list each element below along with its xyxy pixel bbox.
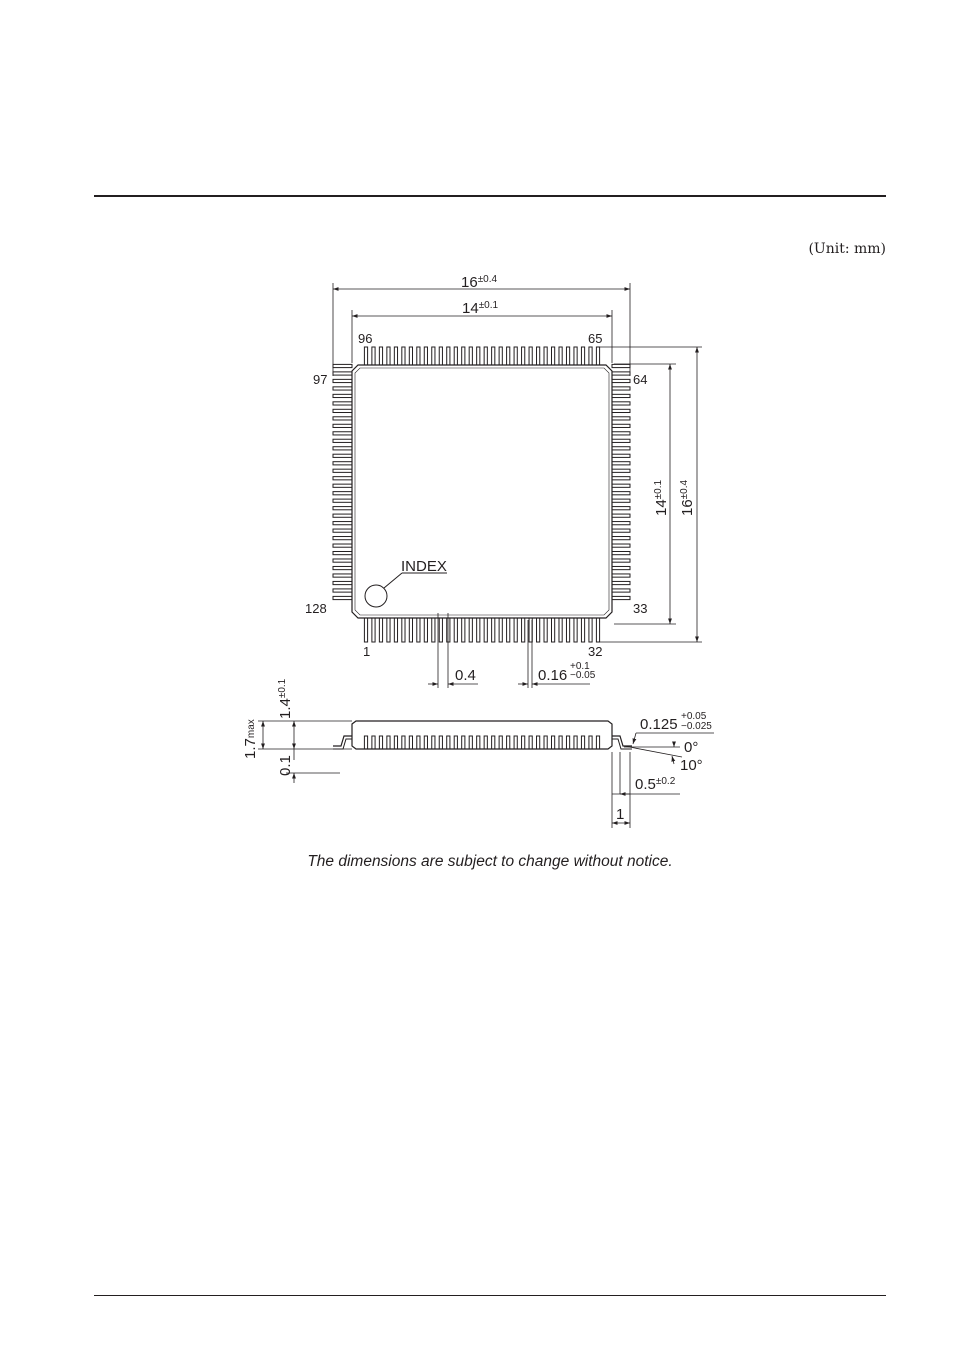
pin-lead <box>544 347 547 365</box>
pin-lead <box>333 372 352 375</box>
pins-right <box>612 364 630 599</box>
pin-lead <box>566 618 569 642</box>
pin-lead <box>581 347 584 365</box>
pin-lead <box>402 618 405 642</box>
pin-lead <box>333 544 352 547</box>
pins-side <box>364 736 599 749</box>
pin-lead <box>537 736 540 749</box>
pin-lead <box>559 736 562 749</box>
pin-lead <box>566 347 569 365</box>
pin-lead <box>477 347 480 365</box>
pin-lead <box>409 736 412 749</box>
index-label: INDEX <box>401 558 447 575</box>
pin-lead <box>417 618 420 642</box>
pin-lead <box>589 347 592 365</box>
pin-lead <box>409 347 412 365</box>
pin-lead <box>409 618 412 642</box>
pin-lead <box>333 387 352 390</box>
pin-lead <box>454 736 457 749</box>
pin-lead <box>612 574 630 577</box>
outer-width-dim: $16^{\pm 0.4}$ <box>461 274 498 291</box>
pin-lead <box>574 618 577 642</box>
pin-lead <box>612 522 630 525</box>
pin-lead <box>612 596 630 599</box>
pin-lead <box>574 347 577 365</box>
pin-lead <box>612 409 630 412</box>
pin-lead <box>559 347 562 365</box>
pin-lead <box>551 618 554 642</box>
pin-lead <box>424 347 427 365</box>
disclaimer-note: The dimensions are subject to change without notice. <box>307 853 673 870</box>
pin-lead <box>544 618 547 642</box>
pin-lead <box>612 379 630 382</box>
pin-lead <box>333 364 352 367</box>
lead-thickness-tol-minus: −0.025 <box>681 721 712 732</box>
pin-lead <box>424 736 427 749</box>
lead-width-tol-plus: +0.1 <box>570 661 590 672</box>
pin-lead <box>612 559 630 562</box>
pin-lead <box>394 618 397 642</box>
pin-lead <box>484 618 487 642</box>
pin-label-64: 64 <box>633 372 648 387</box>
pin-lead <box>333 454 352 457</box>
pin-lead <box>387 618 390 642</box>
pin-lead <box>612 439 630 442</box>
pin-lead <box>372 736 375 749</box>
pin-lead <box>432 347 435 365</box>
pin-lead <box>612 394 630 397</box>
pin-lead <box>432 618 435 642</box>
pin-lead <box>333 522 352 525</box>
pin-lead <box>462 618 465 642</box>
pin-lead <box>402 347 405 365</box>
pin-lead <box>379 618 382 642</box>
pin-lead <box>612 447 630 450</box>
pin-lead <box>612 537 630 540</box>
pin-lead <box>333 551 352 554</box>
pin-lead <box>514 618 517 642</box>
pin-lead <box>439 618 442 642</box>
pin-lead <box>529 347 532 365</box>
pin-lead <box>333 447 352 450</box>
pin-lead <box>484 347 487 365</box>
pin-lead <box>333 379 352 382</box>
pin-lead <box>469 347 472 365</box>
pin-lead <box>507 736 510 749</box>
pin-lead <box>454 347 457 365</box>
angle-max-dim: 10° <box>680 757 703 774</box>
pin-label-97: 97 <box>313 372 328 387</box>
pin-lead <box>469 736 472 749</box>
pin-lead <box>333 581 352 584</box>
pin-lead <box>612 492 630 495</box>
pin-label-65: 65 <box>588 331 603 346</box>
pin-lead <box>333 432 352 435</box>
pin-lead <box>333 566 352 569</box>
pin-lead <box>333 417 352 420</box>
pin-lead <box>499 347 502 365</box>
pin-lead <box>514 347 517 365</box>
pin-lead <box>514 736 517 749</box>
pin-lead <box>612 566 630 569</box>
pin-lead <box>462 347 465 365</box>
pin-lead <box>612 499 630 502</box>
pin-lead <box>364 347 367 365</box>
lead-width-tol-minus: −0.05 <box>570 670 596 681</box>
pin-lead <box>372 618 375 642</box>
pin-lead <box>333 402 352 405</box>
pin-lead <box>612 551 630 554</box>
pin-lead <box>612 469 630 472</box>
pin-lead <box>432 736 435 749</box>
pin-lead <box>589 736 592 749</box>
pin-lead <box>596 618 599 642</box>
pitch-dim: 0.4 <box>455 667 476 684</box>
pin-lead <box>333 477 352 480</box>
standoff-dim: 0.1 <box>277 755 294 776</box>
pin-lead <box>333 596 352 599</box>
pin-lead <box>333 574 352 577</box>
top-view <box>333 347 630 642</box>
outer-height-dim: $16^{\pm 0.4}$ <box>679 479 696 516</box>
pin-lead <box>333 537 352 540</box>
pins-left <box>333 364 352 599</box>
pin-lead <box>469 618 472 642</box>
pin-lead <box>333 492 352 495</box>
side-view <box>333 721 632 749</box>
pin-lead <box>566 736 569 749</box>
pin-lead <box>612 507 630 510</box>
lead-width-dim: 0.16 <box>538 667 568 684</box>
pins-bottom <box>364 618 599 642</box>
lead-thickness-dim: 0.125 <box>640 716 678 733</box>
pin-lead <box>551 736 554 749</box>
pin-lead <box>574 736 577 749</box>
package-body-inner <box>355 368 609 615</box>
pin-lead <box>596 347 599 365</box>
pin-lead <box>544 736 547 749</box>
pin-lead <box>612 364 630 367</box>
pin-lead <box>612 529 630 532</box>
pin-label-128: 128 <box>305 601 327 616</box>
pin-lead <box>612 589 630 592</box>
pin-lead <box>612 417 630 420</box>
pin-lead <box>333 462 352 465</box>
pin-lead <box>612 402 630 405</box>
pin-lead <box>612 484 630 487</box>
pin-lead <box>522 736 525 749</box>
lead-thickness-tol-plus: +0.05 <box>681 711 707 722</box>
pin-lead <box>439 347 442 365</box>
pin-lead <box>333 514 352 517</box>
pin-lead <box>387 736 390 749</box>
pin-lead <box>477 618 480 642</box>
pin-lead <box>492 736 495 749</box>
pin-lead <box>364 618 367 642</box>
pin-lead <box>379 347 382 365</box>
pin-lead <box>537 347 540 365</box>
pin-lead <box>379 736 382 749</box>
pin-lead <box>589 618 592 642</box>
pin-lead <box>387 347 390 365</box>
pin-lead <box>394 736 397 749</box>
pin-lead <box>612 544 630 547</box>
pin-label-96: 96 <box>358 331 373 346</box>
pin-lead <box>447 736 450 749</box>
pin-lead <box>417 347 420 365</box>
pin-lead <box>333 424 352 427</box>
pin-lead <box>612 372 630 375</box>
pin-lead <box>492 618 495 642</box>
pin-lead <box>507 347 510 365</box>
pin-lead <box>417 736 420 749</box>
lead-length-dim: 1 <box>616 806 625 823</box>
foot-length-dim: $0.5^{\pm 0.2}$ <box>635 776 676 793</box>
pin-lead <box>559 618 562 642</box>
pin-lead <box>462 736 465 749</box>
pin-lead <box>499 618 502 642</box>
pin-lead <box>529 736 532 749</box>
body-thickness-dim: $1.4^{\pm 0.1}$ <box>277 678 294 719</box>
pin-lead <box>333 469 352 472</box>
pin-lead <box>612 477 630 480</box>
pin-lead <box>581 618 584 642</box>
pin-label-33: 33 <box>633 601 648 616</box>
pin-lead <box>439 736 442 749</box>
pins-top <box>364 347 599 365</box>
pin-lead <box>612 581 630 584</box>
pin-lead <box>507 618 510 642</box>
pin-label-1: 1 <box>363 644 371 659</box>
pin-lead <box>492 347 495 365</box>
pin-lead <box>364 736 367 749</box>
pin-lead <box>484 736 487 749</box>
pin-lead <box>612 462 630 465</box>
pin-lead <box>522 618 525 642</box>
pin-lead <box>447 347 450 365</box>
pin-lead <box>612 424 630 427</box>
pin-lead <box>612 432 630 435</box>
pin-lead <box>333 394 352 397</box>
pin-lead <box>333 589 352 592</box>
angle-min-dim: 0° <box>684 739 699 756</box>
pin-lead <box>333 409 352 412</box>
unit-label: (Unit: mm) <box>808 241 886 257</box>
pin-lead <box>394 347 397 365</box>
pin-lead <box>477 736 480 749</box>
pin-lead <box>333 439 352 442</box>
pin-lead <box>333 559 352 562</box>
pin-lead <box>372 347 375 365</box>
pin-lead <box>333 484 352 487</box>
pin-lead <box>333 507 352 510</box>
pin-label-32: 32 <box>588 644 603 659</box>
index-marker <box>365 585 387 607</box>
pin-lead <box>333 529 352 532</box>
body-height-dim: $14^{\pm 0.1}$ <box>653 479 670 516</box>
body-width-dim: $14^{\pm 0.1}$ <box>462 300 499 317</box>
pin-lead <box>454 618 457 642</box>
package-body <box>352 365 612 618</box>
pin-lead <box>551 347 554 365</box>
pin-lead <box>402 736 405 749</box>
pin-lead <box>522 347 525 365</box>
pin-lead <box>612 514 630 517</box>
max-height-dim: 1.7max <box>242 719 259 759</box>
pin-lead <box>424 618 427 642</box>
pin-lead <box>612 387 630 390</box>
pin-lead <box>537 618 540 642</box>
pin-lead <box>596 736 599 749</box>
pin-lead <box>333 499 352 502</box>
pin-lead <box>612 454 630 457</box>
pin-lead <box>499 736 502 749</box>
pin-lead <box>581 736 584 749</box>
